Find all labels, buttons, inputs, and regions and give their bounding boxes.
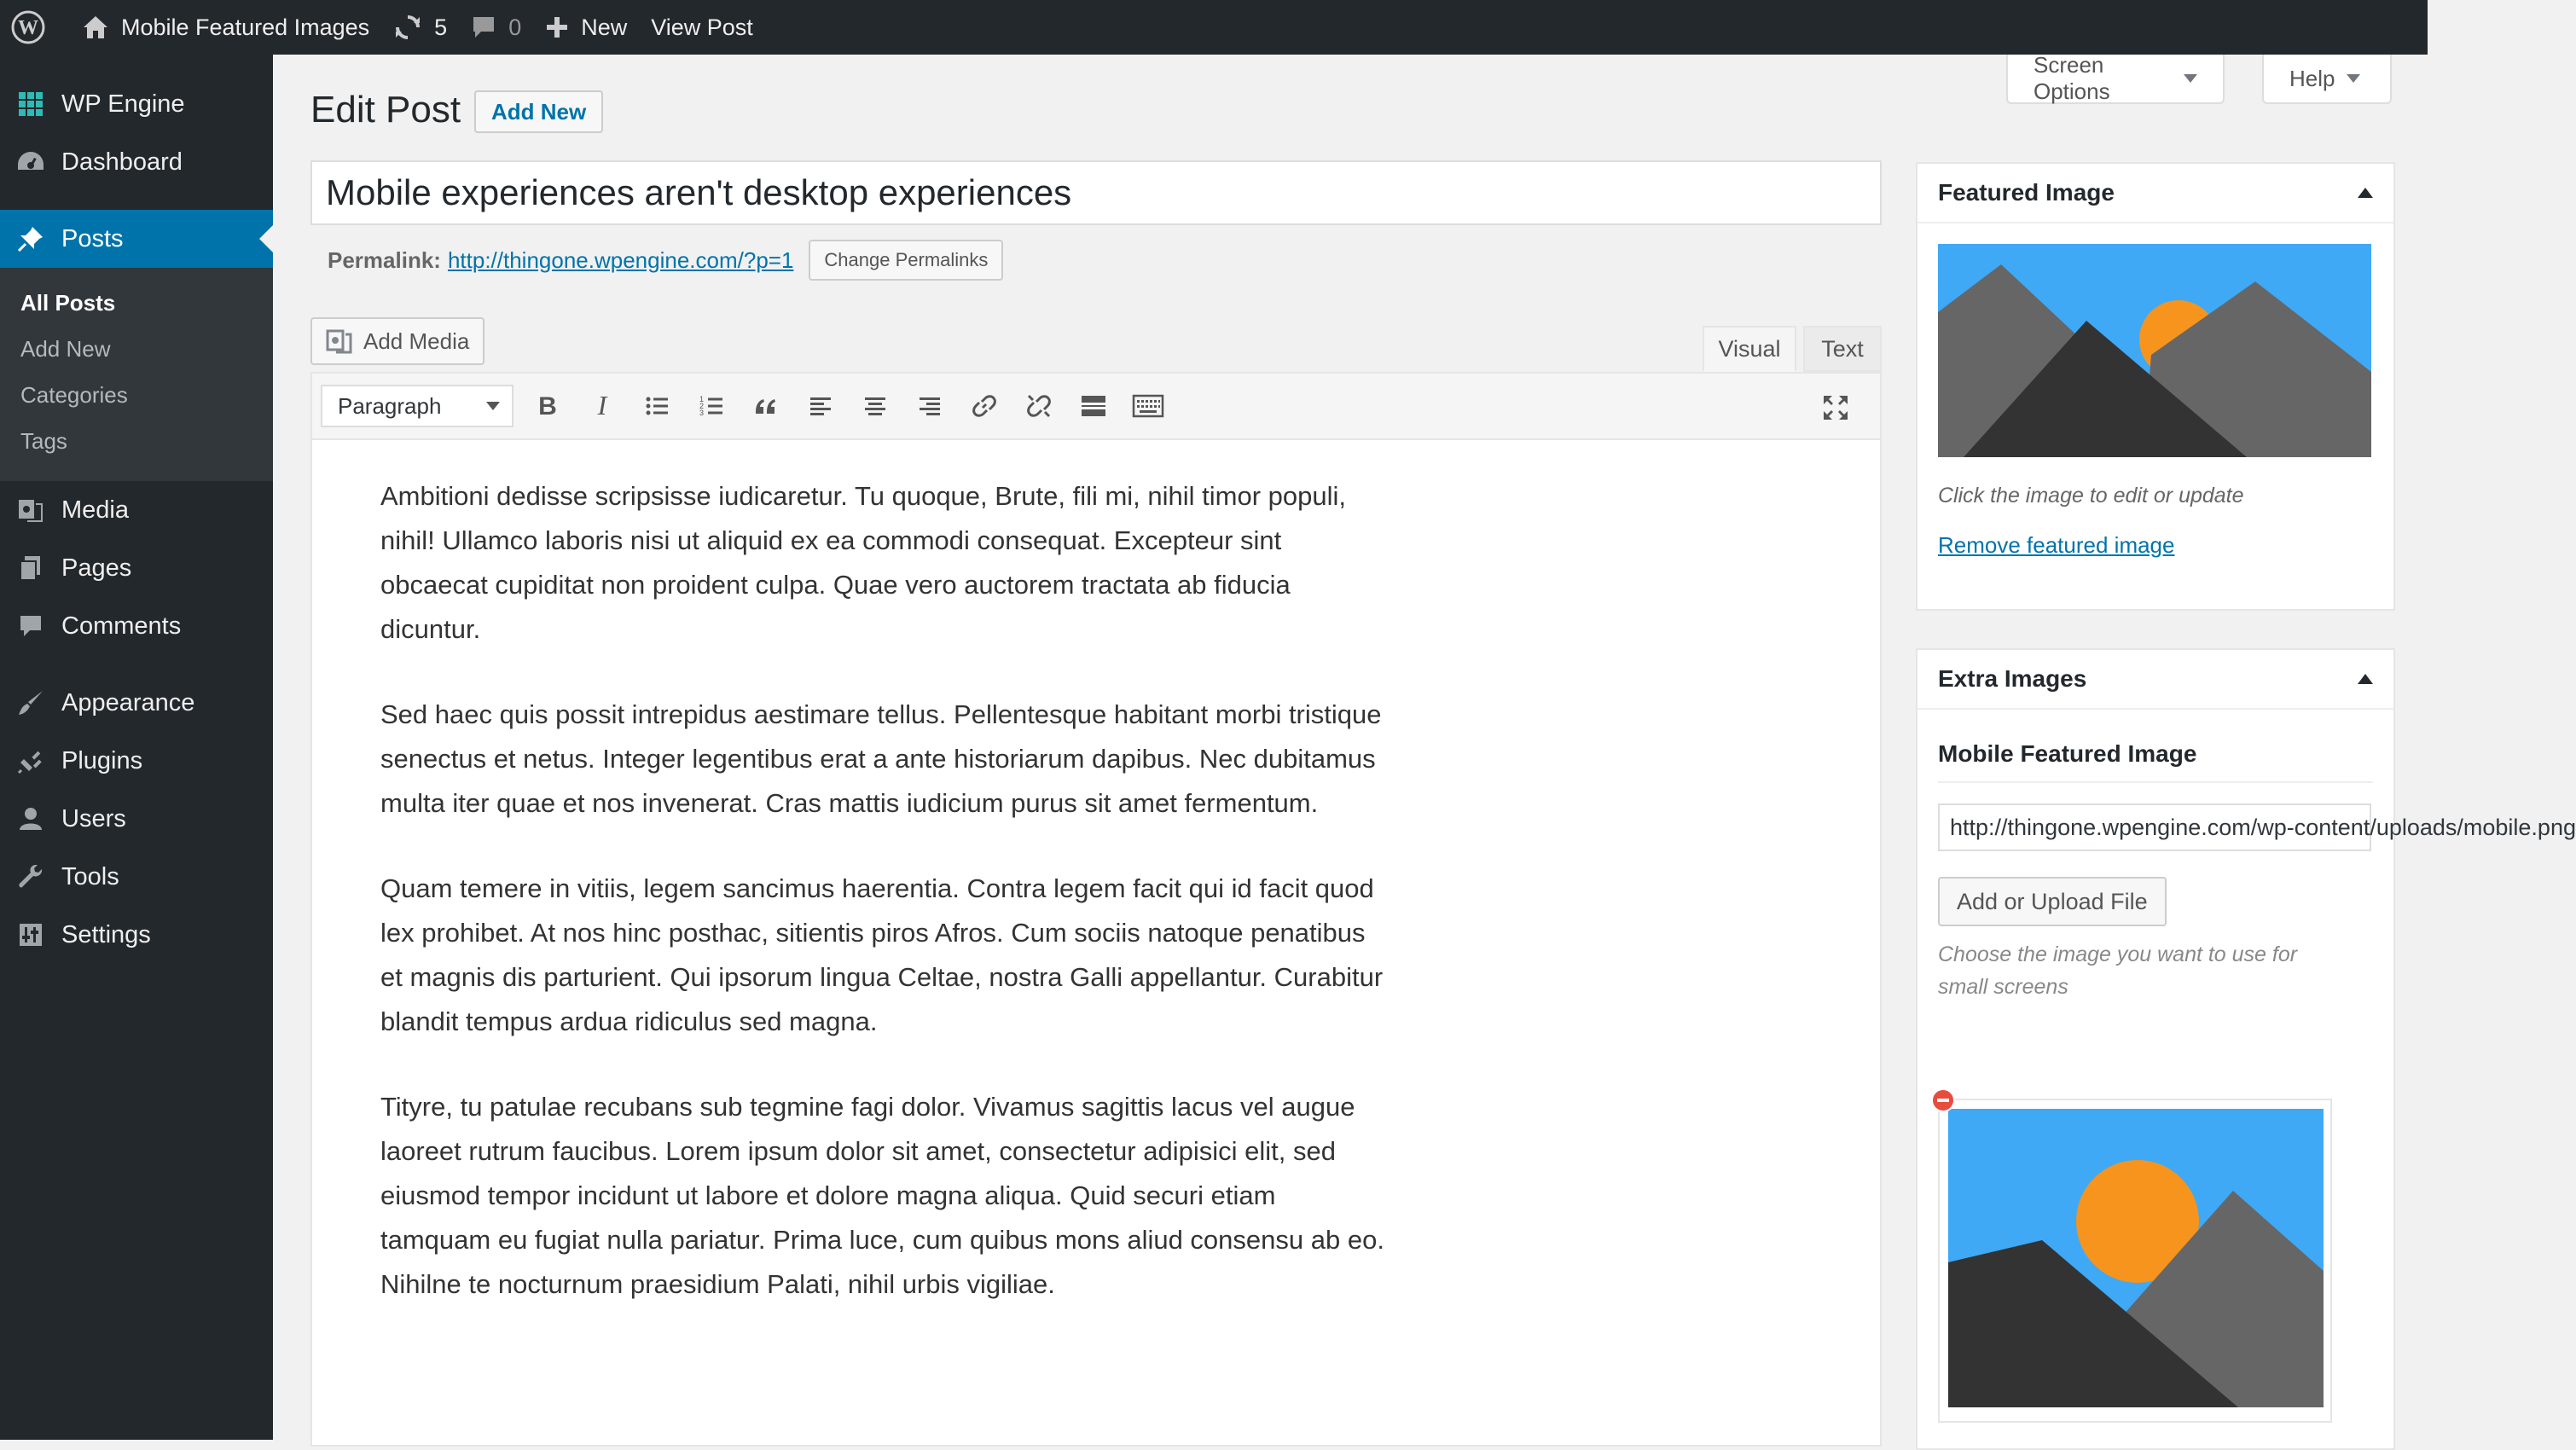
settings-icon bbox=[15, 919, 46, 950]
sidebar-item-appearance[interactable] bbox=[0, 674, 273, 732]
remove-image-icon[interactable] bbox=[1931, 1088, 1955, 1112]
align-center-icon bbox=[862, 393, 888, 419]
sidebar-item-label: WP Engine bbox=[61, 90, 185, 118]
numbered-list-button[interactable] bbox=[684, 380, 739, 432]
bulleted-list-icon bbox=[644, 393, 670, 419]
updates-icon bbox=[393, 13, 422, 42]
view-post-label: View Post bbox=[651, 14, 753, 40]
add-media-label: Add Media bbox=[363, 328, 470, 354]
media-icon bbox=[15, 495, 46, 525]
new-content-link[interactable] bbox=[533, 0, 639, 55]
brush-icon bbox=[15, 687, 46, 718]
new-label: New bbox=[581, 14, 628, 40]
tab-visual[interactable]: Visual bbox=[1703, 326, 1796, 372]
collapse-arrow-icon[interactable] bbox=[2358, 674, 2373, 684]
mobile-image-url-input[interactable]: http://thingone.wpengine.com/wp-content/uploads/mobile.png bbox=[1938, 803, 2371, 851]
align-left-button[interactable] bbox=[793, 380, 848, 432]
mobile-featured-image-heading: Mobile Featured Image bbox=[1938, 740, 2373, 783]
bold-button[interactable] bbox=[520, 380, 575, 432]
link-icon bbox=[971, 392, 998, 420]
fullscreen-button[interactable] bbox=[1808, 382, 1863, 433]
sidebar-item-label: Appearance bbox=[61, 688, 195, 716]
svg-text:B: B bbox=[538, 392, 557, 420]
add-or-upload-file-button[interactable]: Add or Upload File bbox=[1938, 877, 2167, 926]
featured-image-hint: Click the image to edit or update bbox=[1938, 484, 2244, 508]
media-icon bbox=[326, 328, 353, 355]
sidebar-item-tools[interactable] bbox=[0, 848, 273, 906]
mobile-image-preview bbox=[1938, 1099, 2332, 1423]
dashboard-icon bbox=[15, 147, 46, 177]
comments-count: 0 bbox=[508, 14, 522, 40]
admin-sidebar bbox=[0, 55, 273, 1440]
home-icon bbox=[82, 14, 109, 40]
wpengine-icon bbox=[15, 89, 46, 119]
sidebar-item-label: Comments bbox=[61, 612, 182, 640]
unlink-icon bbox=[1025, 392, 1053, 420]
content-paragraph: Tityre, tu patulae recubans sub tegmine fagi dolor. Vivamus sagittis lacus vel augue laoreet rutrum faucibus. Lorem ipsum dolor sit amet, consectetur adipisici elit, sed eiusmod tempor incidunt ut labore et dolore magna aliqua. Quid securi etiam tamquam eu fugiat nulla pariatur. Prima luce, cum quibus mons aliud consensu ab eo. Nihilne te nocturnum praesidium Palati, nihil urbis vigiliae. bbox=[380, 1092, 1384, 1299]
submenu-tags[interactable]: Tags bbox=[20, 427, 67, 454]
content-paragraph: Ambitioni dedisse scripsisse iudicaretur. Tu quoque, Brute, fili mi, nihil timor populi, nihil! Ullamco laboris nisi ut aliquid ex ea commodi consequat. Excepteur sint obcaecat cupiditat non proident culpa. Quae vero auctorem tractata ab fiducia dicuntur. bbox=[380, 481, 1347, 644]
editor-toolbar bbox=[312, 374, 1880, 440]
keyboard-icon bbox=[1132, 393, 1164, 419]
help-label: Help bbox=[2289, 65, 2335, 91]
svg-text:I: I bbox=[597, 390, 607, 420]
caret-down-icon bbox=[2184, 74, 2197, 83]
sidebar-item-media[interactable] bbox=[0, 481, 273, 539]
remove-link-button[interactable] bbox=[1012, 380, 1066, 432]
page-title: Edit Post bbox=[310, 89, 461, 130]
site-name: Mobile Featured Images bbox=[121, 14, 370, 40]
mobile-image-thumbnail[interactable] bbox=[1948, 1109, 2324, 1407]
permalink-link[interactable]: http://thingone.wpengine.com/?p=1 bbox=[447, 246, 794, 273]
view-post-link[interactable] bbox=[639, 0, 765, 55]
sidebar-item-wp-engine[interactable] bbox=[0, 75, 273, 133]
plus-icon bbox=[545, 15, 569, 39]
content-paragraph: Sed haec quis possit intrepidus aestimare tellus. Pellentesque habitant morbi tristique senectus et netus. Integer legentibus erat a ante historiarum dapibus. Nec dubitamus multa iter quae et nos invenerat. Cras mattis iudicium purus sit amet fermentum. bbox=[380, 699, 1382, 818]
fullscreen-icon bbox=[1821, 393, 1850, 422]
align-right-icon bbox=[917, 393, 943, 419]
content-paragraph: Quam temere in vitiis, legem sancimus haerentia. Contra legem facit qui id facit quod lex prohibet. At nos hinc posthac, sitientis piros Afros. Cum sociis natoque penatibus et magnis dis parturient. Qui ipsorum lingua Celtae, nostra Galli appellantur. Curabitur blandit tempus ardua ridiculus sed magna. bbox=[380, 873, 1384, 1036]
sidebar-item-posts[interactable] bbox=[0, 210, 273, 268]
wordpress-logo[interactable] bbox=[0, 0, 70, 55]
updates-count: 5 bbox=[434, 14, 448, 40]
updates-link[interactable] bbox=[381, 0, 459, 55]
italic-icon bbox=[589, 390, 615, 420]
extra-images-header[interactable] bbox=[1917, 650, 2393, 710]
sidebar-item-label: Settings bbox=[61, 920, 151, 948]
sidebar-item-users[interactable] bbox=[0, 790, 273, 848]
bulleted-list-button[interactable] bbox=[629, 380, 684, 432]
sidebar-item-label: Users bbox=[61, 804, 126, 832]
comments-link[interactable] bbox=[459, 0, 533, 55]
read-more-button[interactable] bbox=[1066, 380, 1121, 432]
read-more-icon bbox=[1080, 393, 1107, 419]
comment-icon bbox=[471, 14, 496, 40]
screen-options-label: Screen Options bbox=[2034, 52, 2110, 104]
sidebar-item-label: Plugins bbox=[61, 746, 143, 774]
align-right-button[interactable] bbox=[902, 380, 957, 432]
submenu-categories[interactable]: Categories bbox=[20, 381, 128, 408]
sidebar-item-settings[interactable] bbox=[0, 906, 273, 964]
featured-image-thumbnail[interactable] bbox=[1938, 244, 2371, 457]
help-button[interactable] bbox=[2262, 55, 2392, 104]
featured-image-title: Featured Image bbox=[1938, 179, 2115, 206]
sidebar-item-label: Dashboard bbox=[61, 148, 183, 176]
insert-link-button[interactable] bbox=[957, 380, 1012, 432]
featured-image-header[interactable] bbox=[1917, 164, 2393, 223]
extra-images-box bbox=[1916, 648, 2576, 1450]
svg-text:W: W bbox=[18, 17, 38, 39]
submenu-all-posts[interactable]: All Posts bbox=[20, 289, 116, 316]
sidebar-item-label: Pages bbox=[61, 554, 132, 582]
pages-icon bbox=[15, 553, 46, 583]
remove-featured-image-link[interactable]: Remove featured image bbox=[1938, 532, 2175, 558]
user-icon bbox=[15, 803, 46, 834]
svg-text:1: 1 bbox=[699, 395, 705, 403]
mobile-image-hint: Choose the image you want to use for small screens bbox=[1938, 942, 2298, 999]
svg-text:2: 2 bbox=[699, 402, 705, 410]
svg-text:3: 3 bbox=[699, 409, 705, 417]
site-name-link[interactable] bbox=[70, 0, 381, 55]
sidebar-item-label: Posts bbox=[61, 224, 124, 252]
pin-icon bbox=[15, 223, 46, 254]
tab-text[interactable]: Text bbox=[1803, 326, 1882, 372]
align-center-button[interactable] bbox=[848, 380, 902, 432]
comments-icon bbox=[15, 611, 46, 641]
blockquote-button[interactable] bbox=[739, 380, 793, 432]
post-editor bbox=[310, 372, 1882, 1447]
post-title-input[interactable]: Mobile experiences aren't desktop experiences bbox=[310, 160, 1882, 225]
add-media-button[interactable] bbox=[310, 317, 484, 365]
editor-content[interactable] bbox=[312, 440, 1387, 1307]
wrench-icon bbox=[15, 861, 46, 892]
italic-button[interactable] bbox=[575, 380, 629, 432]
quote-icon bbox=[753, 393, 779, 419]
sidebar-item-comments[interactable] bbox=[0, 597, 273, 655]
caret-down-icon bbox=[2347, 74, 2360, 83]
sidebar-item-dashboard[interactable] bbox=[0, 133, 273, 191]
permalink-row bbox=[328, 239, 1003, 281]
caret-down-icon bbox=[486, 402, 500, 410]
sidebar-item-plugins[interactable] bbox=[0, 732, 273, 790]
change-permalinks-button[interactable]: Change Permalinks bbox=[809, 240, 1003, 281]
featured-image-box bbox=[1916, 162, 2395, 611]
wordpress-icon bbox=[10, 9, 46, 45]
bold-icon bbox=[535, 393, 560, 419]
sidebar-item-label: Tools bbox=[61, 862, 119, 890]
submenu-add-new[interactable]: Add New bbox=[20, 335, 111, 362]
plug-icon bbox=[15, 745, 46, 776]
posts-submenu bbox=[0, 268, 273, 481]
format-select-value: Paragraph bbox=[338, 392, 442, 419]
permalink-label: Permalink: bbox=[328, 246, 441, 273]
collapse-arrow-icon[interactable] bbox=[2358, 188, 2373, 198]
add-new-button[interactable]: Add New bbox=[474, 90, 603, 133]
extra-images-title: Extra Images bbox=[1938, 665, 2087, 692]
format-select[interactable] bbox=[321, 385, 513, 427]
sidebar-item-label: Media bbox=[61, 496, 129, 524]
sidebar-item-pages[interactable] bbox=[0, 539, 273, 597]
admin-bar bbox=[0, 0, 2428, 55]
screen-options-button[interactable] bbox=[2006, 52, 2225, 104]
numbered-list-icon bbox=[699, 393, 724, 419]
toolbar-toggle-button[interactable] bbox=[1121, 380, 1175, 432]
align-left-icon bbox=[808, 393, 833, 419]
